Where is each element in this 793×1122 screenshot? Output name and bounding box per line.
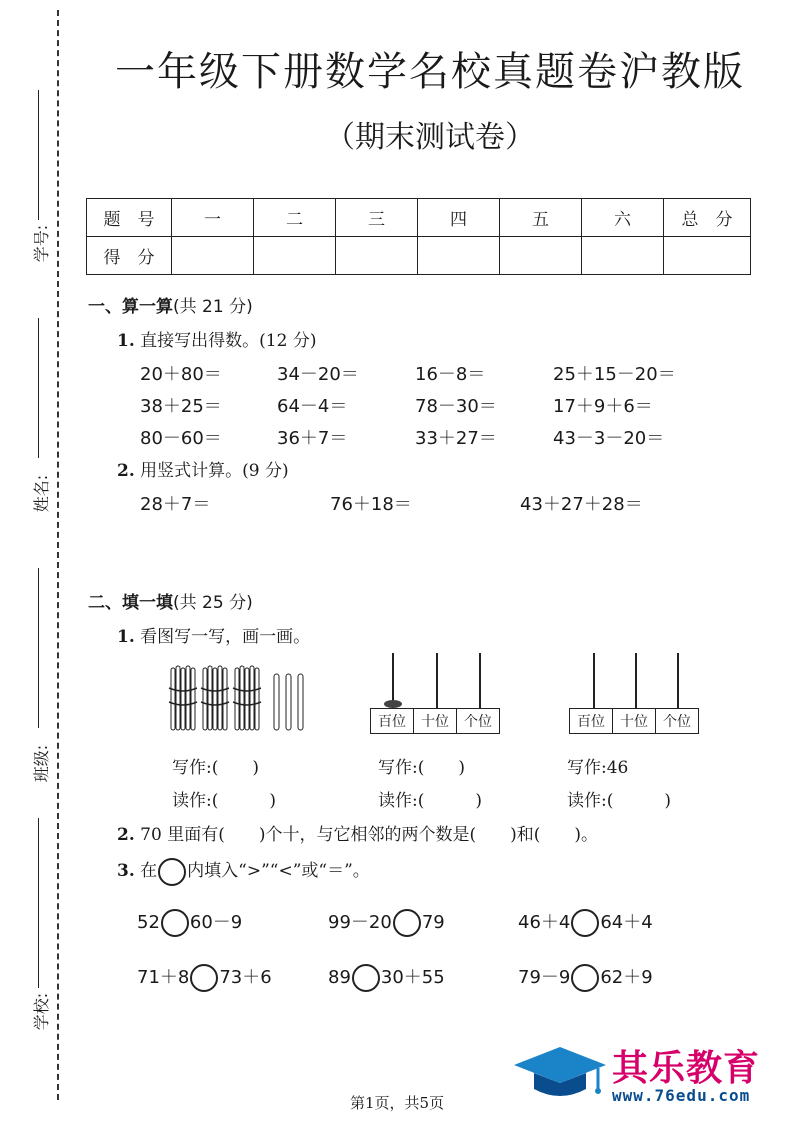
expression: 64－4＝ bbox=[277, 396, 348, 417]
circle-icon bbox=[158, 858, 186, 886]
expression: 43＋27＋28＝ bbox=[520, 494, 643, 515]
place-hundreds: 百位 bbox=[570, 709, 613, 734]
score-header-cell: 三 bbox=[336, 199, 418, 237]
school-label: 学校: bbox=[32, 992, 52, 1031]
write-answer-given: 写作:46 bbox=[567, 758, 629, 778]
expression: 20＋80＝ bbox=[140, 364, 222, 385]
expression: 16－8＝ bbox=[415, 364, 486, 385]
score-header-cell: 题 号 bbox=[87, 199, 172, 237]
section1-title: 一、算一算 bbox=[88, 297, 173, 317]
expression: 43－3－20＝ bbox=[553, 428, 665, 449]
s2-q2 bbox=[117, 820, 598, 845]
question-text-pre: 在 bbox=[140, 861, 158, 881]
score-row-label: 得 分 bbox=[87, 237, 172, 275]
binding-dashed-line bbox=[57, 10, 59, 1100]
expression: 38＋25＝ bbox=[140, 396, 222, 417]
compare-item bbox=[518, 908, 653, 937]
compare-circle[interactable] bbox=[571, 909, 599, 937]
question-number: 2. bbox=[117, 825, 135, 845]
compare-left: 79－9 bbox=[518, 967, 571, 988]
compare-item bbox=[518, 963, 653, 992]
score-cell[interactable] bbox=[582, 237, 664, 275]
place-ones: 个位 bbox=[457, 709, 500, 734]
section2-points: (共 25 分) bbox=[173, 593, 253, 613]
name-line bbox=[38, 318, 39, 458]
expression: 17＋9＋6＝ bbox=[553, 396, 653, 417]
logo-url: www.76edu.com bbox=[612, 1086, 751, 1105]
question-text: 直接写出得数。(12 分) bbox=[140, 331, 317, 351]
section1-heading bbox=[88, 292, 253, 317]
s1-q1 bbox=[117, 326, 316, 351]
compare-right: 60－9 bbox=[189, 912, 243, 933]
abacus-rod bbox=[677, 653, 679, 709]
question-number: 3. bbox=[117, 861, 135, 881]
score-cell[interactable] bbox=[500, 237, 582, 275]
section1-points: (共 21 分) bbox=[173, 297, 253, 317]
compare-item bbox=[328, 908, 445, 937]
name-label: 姓名: bbox=[32, 474, 52, 513]
compare-item bbox=[137, 908, 242, 937]
logo-name: 其乐教育 bbox=[612, 1048, 761, 1089]
place-value-table bbox=[569, 708, 699, 734]
expression: 78－30＝ bbox=[415, 396, 497, 417]
read-answer[interactable]: 读作:( ) bbox=[567, 791, 671, 811]
s1-q2 bbox=[117, 456, 289, 481]
place-hundreds: 百位 bbox=[371, 709, 414, 734]
compare-circle[interactable] bbox=[393, 909, 421, 937]
expression: 33＋27＝ bbox=[415, 428, 497, 449]
score-cell[interactable] bbox=[664, 237, 751, 275]
score-header-cell: 一 bbox=[172, 199, 254, 237]
question-number: 2. bbox=[117, 461, 135, 481]
compare-left: 52 bbox=[137, 912, 160, 933]
score-header-cell: 五 bbox=[500, 199, 582, 237]
question-number: 1. bbox=[117, 627, 135, 647]
expression: 76＋18＝ bbox=[330, 494, 412, 515]
compare-left: 89 bbox=[328, 967, 351, 988]
compare-left: 99－20 bbox=[328, 912, 392, 933]
section2-heading bbox=[88, 588, 253, 613]
score-header-cell: 四 bbox=[418, 199, 500, 237]
score-cell[interactable] bbox=[254, 237, 336, 275]
score-table-header-row bbox=[87, 199, 751, 237]
question-number: 1. bbox=[117, 331, 135, 351]
abacus-bead bbox=[384, 700, 402, 708]
read-answer[interactable]: 读作:( ) bbox=[172, 791, 276, 811]
abacus-rod bbox=[635, 653, 637, 709]
read-answer[interactable]: 读作:( ) bbox=[378, 791, 482, 811]
question-text: 用竖式计算。(9 分) bbox=[140, 461, 289, 481]
expression: 36＋7＝ bbox=[277, 428, 348, 449]
page-subtitle: （期末测试卷） bbox=[325, 120, 535, 155]
compare-left: 71＋8 bbox=[137, 967, 190, 988]
place-tens: 十位 bbox=[414, 709, 457, 734]
student-id-label: 学号: bbox=[32, 224, 52, 263]
abacus-rod bbox=[479, 653, 481, 709]
s2-q1 bbox=[117, 622, 310, 647]
compare-circle[interactable] bbox=[571, 964, 599, 992]
counting-sticks-icon bbox=[168, 664, 318, 736]
section2-title: 二、填一填 bbox=[88, 593, 173, 613]
compare-right: 62＋9 bbox=[600, 967, 653, 988]
compare-circle[interactable] bbox=[352, 964, 380, 992]
write-answer[interactable]: 写作:( ) bbox=[172, 758, 259, 778]
expression: 34－20＝ bbox=[277, 364, 359, 385]
compare-item bbox=[328, 963, 445, 992]
question-text-post: 内填入“>”“<”或“＝”。 bbox=[187, 861, 370, 881]
abacus-rod bbox=[593, 653, 595, 709]
s2-q3 bbox=[117, 856, 370, 886]
compare-right: 64＋4 bbox=[600, 912, 653, 933]
stick-bundles-figure bbox=[168, 664, 318, 736]
compare-circle[interactable] bbox=[190, 964, 218, 992]
score-cell[interactable] bbox=[336, 237, 418, 275]
expression: 80－60＝ bbox=[140, 428, 222, 449]
score-header-cell: 总 分 bbox=[664, 199, 751, 237]
page-footer: 第1页，共5页 bbox=[350, 1094, 445, 1112]
page-title: 一年级下册数学名校真题卷沪教版 bbox=[115, 49, 745, 95]
expression: 28＋7＝ bbox=[140, 494, 211, 515]
place-tens: 十位 bbox=[613, 709, 656, 734]
class-label: 班级: bbox=[32, 744, 52, 783]
school-line bbox=[38, 818, 39, 988]
compare-circle[interactable] bbox=[161, 909, 189, 937]
place-value-table bbox=[370, 708, 500, 734]
class-line bbox=[38, 568, 39, 728]
score-header-cell: 二 bbox=[254, 199, 336, 237]
graduation-cap-icon bbox=[512, 1043, 608, 1103]
score-table bbox=[86, 198, 751, 275]
compare-right: 30＋55 bbox=[380, 967, 445, 988]
student-id-line bbox=[38, 90, 39, 220]
question-text: 看图写一写，画一画。 bbox=[140, 627, 311, 647]
expression: 25＋15－20＝ bbox=[553, 364, 676, 385]
place-ones: 个位 bbox=[656, 709, 699, 734]
score-header-cell: 六 bbox=[582, 199, 664, 237]
score-table-score-row bbox=[87, 237, 751, 275]
question-text: 70 里面有( )个十，与它相邻的两个数是( )和( )。 bbox=[140, 825, 598, 845]
compare-item bbox=[137, 963, 272, 992]
compare-left: 46＋4 bbox=[518, 912, 571, 933]
abacus-rod bbox=[436, 653, 438, 709]
write-answer[interactable]: 写作:( ) bbox=[378, 758, 465, 778]
score-cell[interactable] bbox=[172, 237, 254, 275]
score-cell[interactable] bbox=[418, 237, 500, 275]
compare-right: 79 bbox=[421, 912, 445, 933]
compare-right: 73＋6 bbox=[219, 967, 272, 988]
